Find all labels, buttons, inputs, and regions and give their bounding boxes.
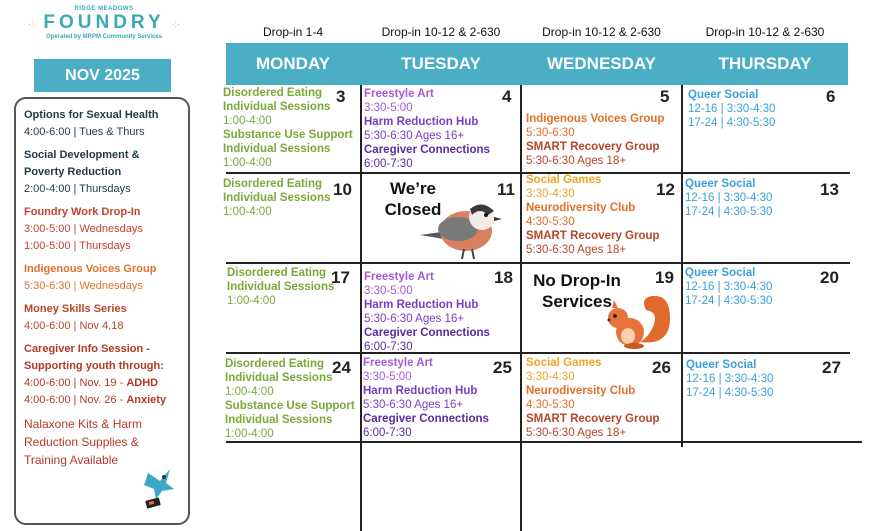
squirrel-icon [600,290,674,350]
chickadee-bird-icon [418,195,506,261]
date-18: 18 [494,268,513,287]
grid-hline-4 [226,441,862,443]
grid-hline-3 [226,352,850,354]
date-10: 10 [333,180,352,199]
logo-dots-right-icon: ·:· [171,19,180,29]
date-25: 25 [493,358,512,377]
no-dropin-line-1: No Drop-In [533,271,621,290]
caregiver-line-2 [24,392,180,409]
event-individual-sessions: Individual Sessions [227,281,335,293]
event-time: 5:30-6:30 Ages 16+ [363,399,464,411]
caregiver-line-1-time: 4:00-6:00 | Nov. 19 - [24,377,127,389]
event-time: 12-16 | 3:30-4:30 [686,373,774,385]
event-harm-reduction: Harm Reduction Hub [364,116,479,128]
event-time: 12-16 | 3:30-4:30 [688,103,776,115]
sexual-health-block [24,107,180,141]
closed-line-1: We’re [390,179,436,198]
date-17: 17 [331,268,350,287]
event-indigenous-voices: Indigenous Voices Group [526,113,665,125]
social-dev-title-1: Social Development & [24,149,140,161]
logo-dots-left-icon: ·:· [28,19,37,29]
naloxone-line-1: Nalaxone Kits & Harm [24,417,143,431]
naloxone-line-2: Reduction Supplies & [24,435,139,449]
services-sidebar [14,97,190,525]
date-20: 20 [820,268,839,287]
date-19: 19 [655,268,674,287]
social-development-block [24,147,180,198]
cell-nov-17 [227,266,334,308]
grid-hline-2 [226,262,850,264]
event-time: 3:30-5:00 [363,371,412,383]
social-dev-title-2: Poverty Reduction [24,166,122,178]
cell-nov-12 [526,173,660,257]
cell-nov-20 [685,266,772,308]
date-24: 24 [332,358,351,377]
event-time: 17-24 | 4:30-5:30 [685,295,773,307]
date-4: 4 [502,87,512,106]
event-time: 6:00-7:30 [364,341,413,353]
no-dropin-line-2: Services [542,292,612,311]
bluebird-naloxone-icon [140,463,178,509]
date-6: 6 [826,87,836,106]
event-time: 12-16 | 3:30-4:30 [685,192,773,204]
cell-nov-26 [526,356,660,440]
month-badge: NOV 2025 [34,59,171,92]
logo-top-text: RIDGE MEADOWS [74,6,134,12]
event-freestyle-art: Freestyle Art [364,271,434,283]
event-individual-sessions: Individual Sessions [223,101,331,113]
social-dev-time: 2:00-4:00 | Thursdays [24,183,131,195]
event-social-games: Social Games [526,357,602,369]
indigenous-title: Indigenous Voices Group [24,263,157,275]
event-time: 1:00-4:00 [225,386,274,398]
event-queer-social: Queer Social [685,267,756,279]
event-social-games: Social Games [526,174,602,186]
event-disordered-eating: Disordered Eating [223,87,323,99]
event-caregiver-connections: Caregiver Connections [364,327,490,339]
event-substance-use: Substance Use Support [225,400,355,412]
monday-header: MONDAY [256,54,330,73]
monday-dropin-hours: Drop-in 1-4 [262,25,324,39]
event-queer-social: Queer Social [686,359,757,371]
event-time: 5:30-6:30 Ages 18+ [526,427,627,439]
cell-nov-18 [364,270,490,354]
event-individual-sessions: Individual Sessions [223,192,331,204]
event-harm-reduction: Harm Reduction Hub [364,299,479,311]
logo-sub-text: Operated by MRPM Community Services [45,34,163,40]
event-time: 5:30-6:30 Ages 16+ [364,313,465,325]
event-disordered-eating: Disordered Eating [223,178,323,190]
indigenous-time: 5:30-6:30 | Wednesdays [24,280,143,292]
event-time: 3:30-5:00 [364,285,413,297]
event-queer-social: Queer Social [688,89,759,101]
wednesday-header: WEDNESDAY [547,54,656,73]
event-individual-sessions: Individual Sessions [225,414,333,426]
event-time: 3:30-4:30 [526,188,575,200]
work-dropin-block [24,204,180,255]
thursday-header: THURSDAY [718,54,812,73]
naloxone-block [24,415,180,469]
cell-nov-24 [225,357,355,441]
foundry-logo [14,6,194,40]
money-skills-time: 4:00-6:00 | Nov 4,18 [24,320,124,332]
caregiver-title-2: Supporting youth through: [24,360,164,372]
indigenous-block [24,261,180,295]
thursday-dropin-hours: Drop-in 10-12 & 2-630 [705,25,825,39]
event-time: 3:30-5:00 [364,102,413,114]
event-time: 6:00-7:30 [364,158,413,170]
logo-main-text: FOUNDRY [43,12,165,33]
event-time: 6:00-7:30 [363,427,412,439]
event-neurodiversity-club: Neurodiversity Club [526,202,636,214]
date-12: 12 [656,180,675,199]
event-time: 4:30-5:30 [526,399,575,411]
cell-nov-4 [364,87,490,171]
caregiver-info-block [24,341,180,409]
tuesday-dropin-hours: Drop-in 10-12 & 2-630 [381,25,501,39]
event-substance-use: Substance Use Support [223,129,353,141]
event-time: 17-24 | 4:30-5:30 [686,387,774,399]
date-5: 5 [660,87,670,106]
event-individual-sessions: Individual Sessions [225,372,333,384]
event-disordered-eating: Disordered Eating [227,267,327,279]
grid-vline-3 [681,85,683,447]
event-time: 5:30-6:30 Ages 16+ [364,130,465,142]
date-26: 26 [652,358,671,377]
date-11: 11 [497,180,515,199]
event-time: 3:30-4:30 [526,371,575,383]
wednesday-dropin-hours: Drop-in 10-12 & 2-630 [542,25,661,39]
event-time: 17-24 | 4:30-5:30 [688,117,776,129]
event-queer-social: Queer Social [685,178,756,190]
grid-vline-1 [360,85,362,531]
event-time: 1:00-4:00 [227,295,276,307]
event-disordered-eating: Disordered Eating [225,358,325,370]
event-time: 17-24 | 4:30-5:30 [685,206,773,218]
event-time: 5:30-6:30 Ages 18+ [526,155,627,167]
caregiver-line-2-time: 4:00-6:00 | Nov. 26 - [24,394,127,406]
event-time: 1:00-4:00 [225,428,274,440]
event-time: 5:30-6:30 [526,127,575,139]
work-dropin-title: Foundry Work Drop-In [24,206,141,218]
sexual-health-time: 4:00-6:00 | Tues & Thurs [24,126,145,138]
tuesday-header: TUESDAY [401,54,481,73]
caregiver-topic-1: ADHD [126,377,159,389]
naloxone-line-3: Training Available [24,453,119,467]
date-27: 27 [822,358,841,377]
event-individual-sessions: Individual Sessions [223,143,331,155]
cell-nov-25 [363,356,489,440]
caregiver-title-1: Caregiver Info Session - [24,343,150,355]
cell-nov-5 [526,112,664,168]
event-time: 1:00-4:00 [223,115,272,127]
event-time: 5:30-6:30 Ages 18+ [526,244,627,256]
event-time: 12-16 | 3:30-4:30 [685,281,773,293]
event-freestyle-art: Freestyle Art [363,357,433,369]
event-neurodiversity-club: Neurodiversity Club [526,385,636,397]
work-dropin-time-1: 3:00-5:00 | Wednesdays [24,223,143,235]
cell-nov-27 [686,358,773,400]
date-13: 13 [820,180,839,199]
work-dropin-time-2: 1:00-5:00 | Thursdays [24,240,131,252]
cell-nov-13 [685,177,772,219]
event-caregiver-connections: Caregiver Connections [364,144,490,156]
money-skills-title: Money Skills Series [24,303,127,315]
event-freestyle-art: Freestyle Art [364,88,434,100]
cell-nov-6 [688,88,775,130]
money-skills-block [24,301,180,335]
event-caregiver-connections: Caregiver Connections [363,413,489,425]
date-3: 3 [336,87,346,106]
caregiver-line-1 [24,375,180,392]
event-time: 1:00-4:00 [223,206,272,218]
event-harm-reduction: Harm Reduction Hub [363,385,478,397]
event-time: 4:30-5:30 [526,216,575,228]
event-smart-recovery: SMART Recovery Group [526,230,660,242]
sexual-health-title: Options for Sexual Health [24,109,159,121]
event-smart-recovery: SMART Recovery Group [526,141,660,153]
cell-nov-10 [223,177,330,219]
event-time: 1:00-4:00 [223,157,272,169]
event-smart-recovery: SMART Recovery Group [526,413,660,425]
cell-nov-3 [223,86,353,170]
closed-line-2: Closed [384,200,442,219]
caregiver-topic-2: Anxiety [126,394,167,406]
grid-vline-2 [520,85,522,531]
